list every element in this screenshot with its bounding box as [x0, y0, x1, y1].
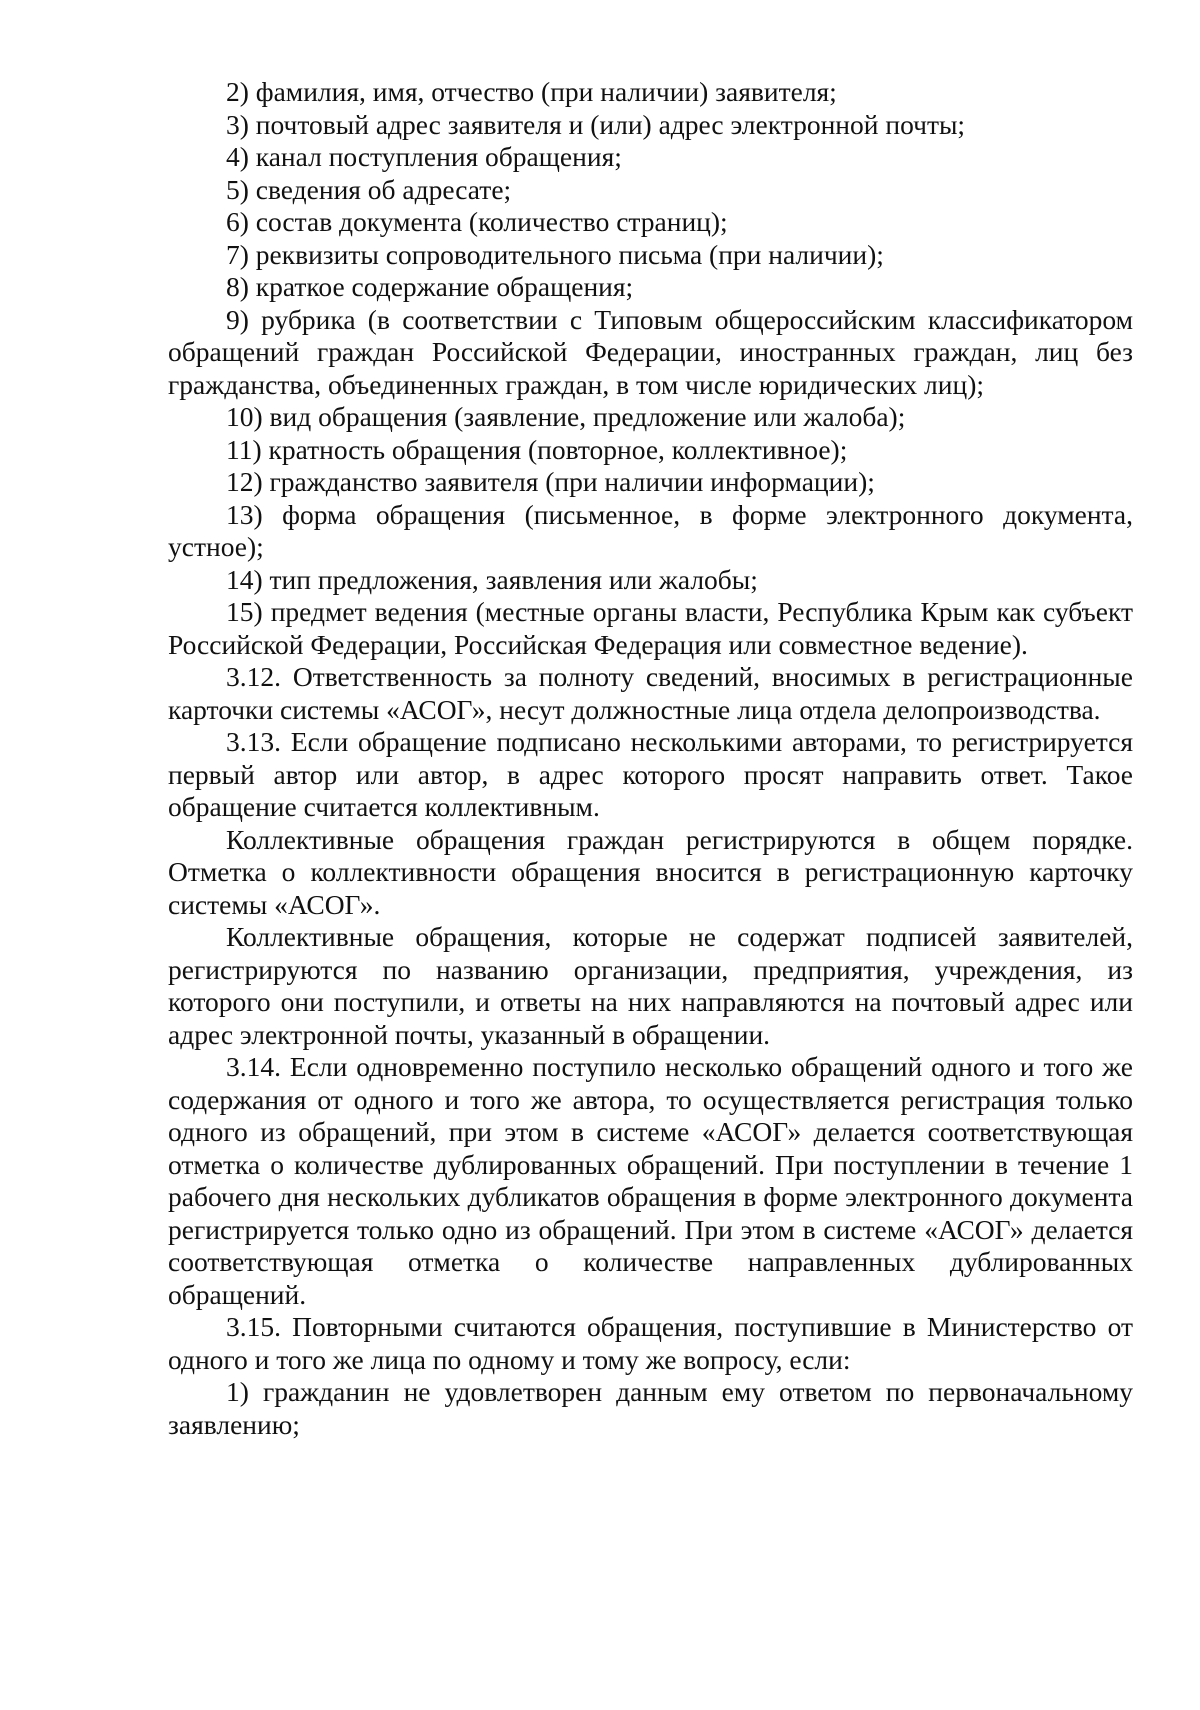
section-3-15: 3.15. Повторными считаются обращения, поступившие в Министерство от одного и того же лица по одному и тому же вопросу, если:	[168, 1311, 1133, 1375]
section-3-12: 3.12. Ответственность за полноту сведений, вносимых в регистрационные карточки системы «АСОГ», несут должностные лица отдела делопроизводства.	[168, 661, 1133, 725]
list-item-14: 14) тип предложения, заявления или жалобы;	[226, 563, 758, 595]
list-item-13: 13) форма обращения (письменное, в форме электронного документа, устное);	[168, 498, 1133, 562]
list-item-9: 9) рубрика (в соответствии с Типовым общероссийским классификатором обращений граждан Российской Федерации, иностранных граждан, лиц без гражданства, объединенных граждан, в том числе юридических лиц);	[168, 303, 1133, 400]
list-item-4: 4) канал поступления обращения;	[226, 141, 622, 172]
list-item-6: 6) состав документа (количество страниц);	[226, 206, 728, 237]
list-item-11: 11) кратность обращения (повторное, коллективное);	[226, 433, 848, 465]
section-3-13: 3.13. Если обращение подписано несколькими авторами, то регистрируется первый автор или автор, в адрес которого просят направить ответ. Такое обращение считается коллективным.	[168, 726, 1133, 822]
list-item-15: 15) предмет ведения (местные органы власти, Республика Крым как субъект Российской Федерации, Российская Федерация или совместное ведение).	[168, 596, 1133, 660]
list-item-7: 7) реквизиты сопроводительного письма (при наличии);	[226, 238, 884, 270]
paragraph-collective-no-signatures: Коллективные обращения, которые не содержат подписей заявителей, регистрируются по названию организации, предприятия, учреждения, из которого они поступили, и ответы на них направляются на почтовый адрес или адрес электронной почты, указанный в обращении.	[168, 921, 1133, 1050]
section-3-14: 3.14. Если одновременно поступило несколько обращений одного и того же содержания от одного и того же автора, то осуществляется регистрация только одного из обращений, при этом в системе «АСОГ» делается соответствующая отметка о количестве дублированных обращений. При поступлении в течение 1 рабочего дня нескольких дубликатов обращения в форме электронного документа регистрируется только одно из обращений. При этом в системе «АСОГ» делается соответствующая отметка о количестве направленных дублированных обращений.	[168, 1051, 1133, 1310]
list-item-8: 8) краткое содержание обращения;	[226, 271, 634, 302]
list-item-5: 5) сведения об адресате;	[226, 173, 512, 205]
list-item-2: 2) фамилия, имя, отчество (при наличии) заявителя;	[226, 76, 837, 107]
document-body	[168, 76, 1133, 1441]
list-item-3: 3) почтовый адрес заявителя и (или) адрес электронной почты;	[226, 108, 966, 140]
list-item-repeat-1: 1) гражданин не удовлетворен данным ему ответом по первоначальному заявлению;	[168, 1376, 1133, 1440]
list-item-12: 12) гражданство заявителя (при наличии информации);	[226, 466, 875, 497]
paragraph-collective-registration: Коллективные обращения граждан регистрируются в общем порядке. Отметка о коллективности обращения вносится в регистрационную карточку системы «АСОГ».	[168, 823, 1133, 920]
list-item-10: 10) вид обращения (заявление, предложение или жалоба);	[226, 401, 906, 432]
